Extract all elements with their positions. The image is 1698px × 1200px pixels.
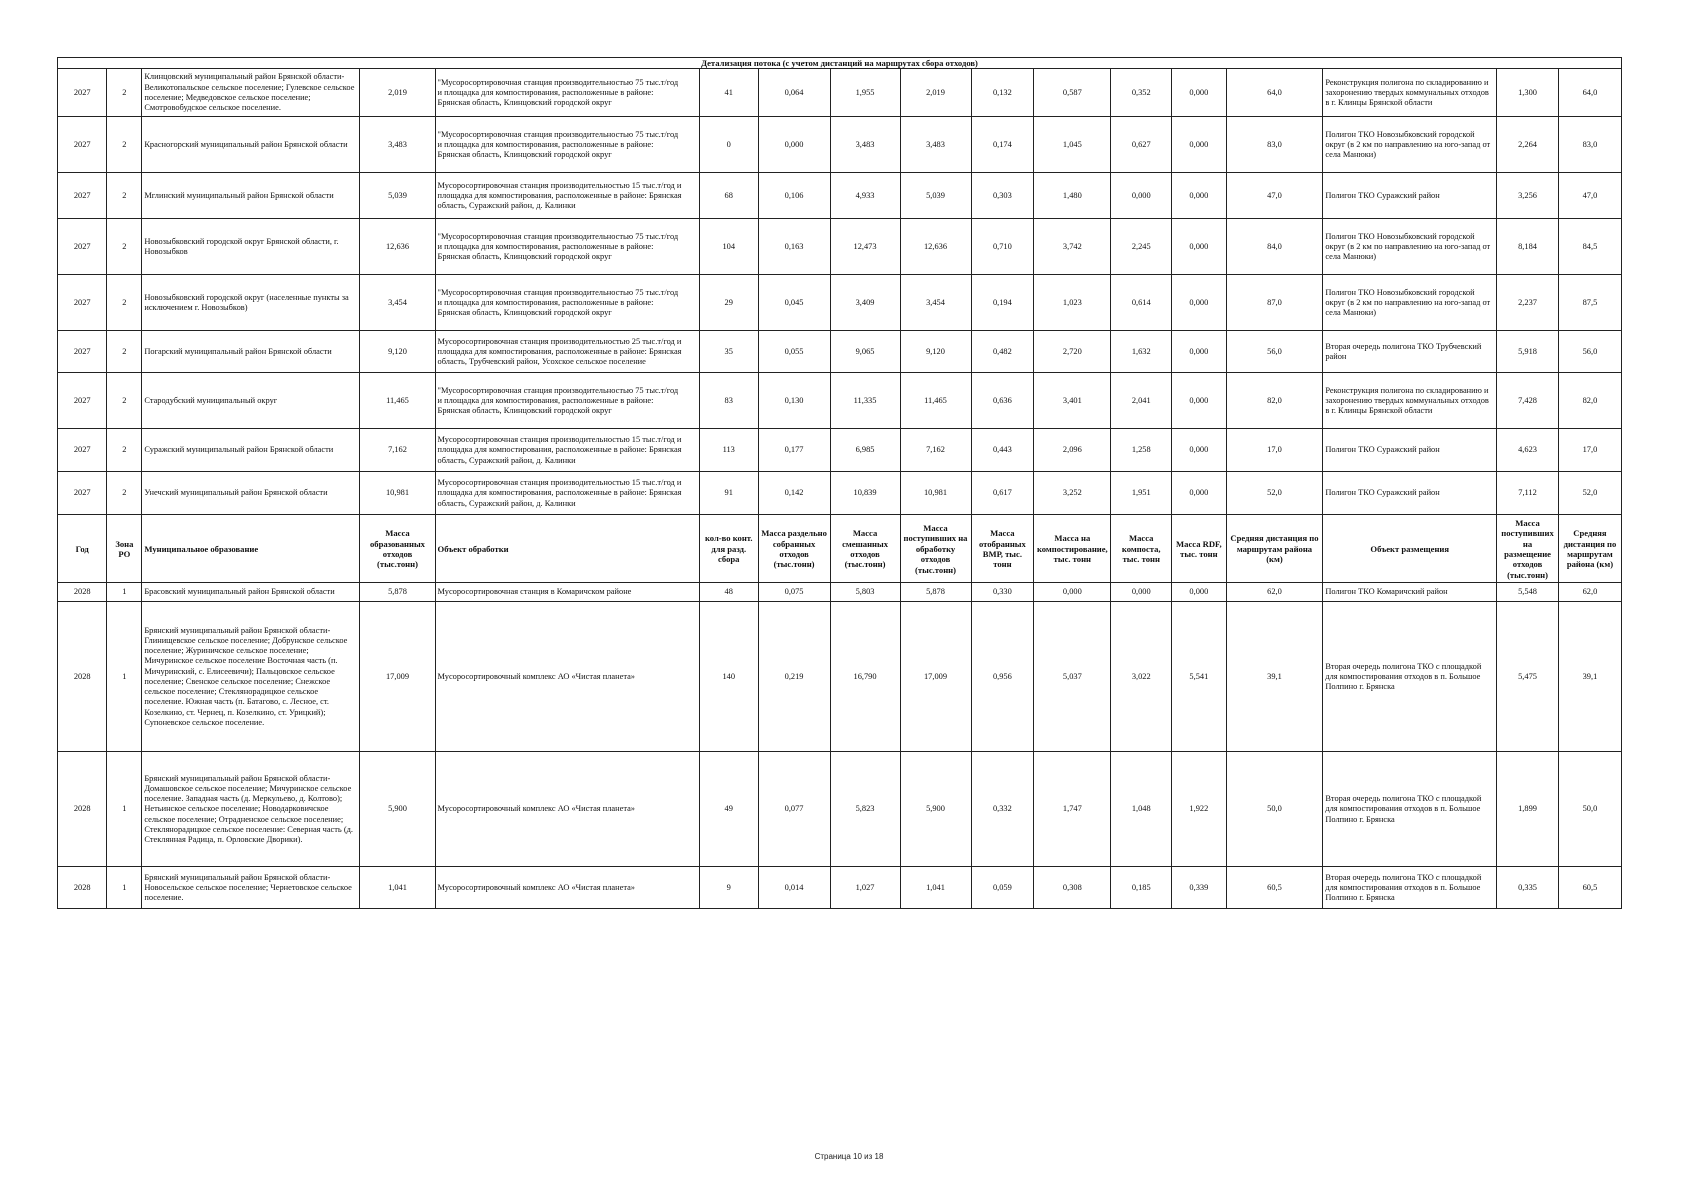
cell-mass-mixed: 12,473 [830, 219, 900, 275]
cell-mass-compost-input: 0,587 [1034, 69, 1111, 117]
cell-distance: 87,0 [1226, 275, 1323, 331]
cell-mass-separate: 0,142 [758, 472, 830, 515]
table-row [58, 602, 1622, 752]
column-header: Объект размещения [1323, 515, 1497, 583]
cell-mass-rdf: 1,922 [1172, 752, 1227, 867]
cell-distance: 50,0 [1226, 752, 1323, 867]
cell-mass-compost: 2,041 [1111, 373, 1172, 429]
cell-mass-recyclables: 0,059 [971, 867, 1034, 909]
cell-processing-facility: "Мусоросортировочная станция производительностью 75 тыс.т/год и площадка для компостирования, расположенные в районе: Брянская область, Клинцовский городской округ [435, 69, 699, 117]
header-row [58, 515, 1622, 583]
cell-mass-recyclables: 0,956 [971, 602, 1034, 752]
table-row [58, 117, 1622, 173]
column-header: Масса на компостирование, тыс. тонн [1034, 515, 1111, 583]
cell-mass-compost-input: 0,000 [1034, 583, 1111, 602]
cell-mass-recyclables: 0,174 [971, 117, 1034, 173]
column-header: Зона РО [107, 515, 142, 583]
cell-mass-compost-input: 0,308 [1034, 867, 1111, 909]
cell-mass-generated: 11,465 [360, 373, 435, 429]
cell-mass-separate: 0,077 [758, 752, 830, 867]
cell-processing-facility: Мусоросортировочная станция производительностью 15 тыс.т/год и площадка для компостирования, расположенные в районе: Брянская область, Суражский район, д. Калинки [435, 173, 699, 219]
cell-zone: 2 [107, 219, 142, 275]
cell-distance: 82,0 [1226, 373, 1323, 429]
cell-distance-disposal: 64,0 [1558, 69, 1621, 117]
cell-mass-generated: 5,878 [360, 583, 435, 602]
cell-mass-generated: 9,120 [360, 331, 435, 373]
cell-containers: 49 [699, 752, 758, 867]
column-header: Год [58, 515, 107, 583]
cell-processing-facility: Мусоросортировочная станция производительностью 15 тыс.т/год и площадка для компостирования, расположенные в районе: Брянская область, Суражский район, д. Калинки [435, 472, 699, 515]
cell-mass-compost-input: 2,096 [1034, 429, 1111, 472]
cell-zone: 1 [107, 602, 142, 752]
cell-disposal-facility: Реконструкция полигона по складированию и захоронению твердых коммунальных отходов в г. Клинцы Брянской области [1323, 69, 1497, 117]
cell-processing-facility: "Мусоросортировочная станция производительностью 75 тыс.т/год и площадка для компостирования, расположенные в районе: Брянская область, Клинцовский городской округ [435, 275, 699, 331]
cell-distance-disposal: 52,0 [1558, 472, 1621, 515]
cell-distance: 39,1 [1226, 602, 1323, 752]
cell-mass-rdf: 0,000 [1172, 331, 1227, 373]
cell-mass-disposal: 7,428 [1497, 373, 1559, 429]
cell-containers: 140 [699, 602, 758, 752]
cell-zone: 2 [107, 331, 142, 373]
cell-distance: 83,0 [1226, 117, 1323, 173]
cell-mass-recyclables: 0,330 [971, 583, 1034, 602]
cell-mass-rdf: 0,000 [1172, 373, 1227, 429]
cell-mass-generated: 10,981 [360, 472, 435, 515]
cell-mass-recyclables: 0,443 [971, 429, 1034, 472]
cell-municipality: Клинцовский муниципальный район Брянской области- Великотопальское сельское поселение; Гулевское сельское поселение; Медведовское сельское поселение; Смотровобудское сельское поселение. [142, 69, 360, 117]
cell-processing-facility: "Мусоросортировочная станция производительностью 75 тыс.т/год и площадка для компостирования, расположенные в районе: Брянская область, Клинцовский городской округ [435, 219, 699, 275]
cell-mass-processing: 7,162 [900, 429, 971, 472]
cell-mass-processing: 5,878 [900, 583, 971, 602]
cell-distance: 62,0 [1226, 583, 1323, 602]
cell-mass-compost: 1,951 [1111, 472, 1172, 515]
table-row [58, 429, 1622, 472]
cell-mass-mixed: 11,335 [830, 373, 900, 429]
cell-mass-rdf: 0,000 [1172, 173, 1227, 219]
cell-mass-compost-input: 2,720 [1034, 331, 1111, 373]
cell-mass-compost: 0,000 [1111, 173, 1172, 219]
cell-distance-disposal: 87,5 [1558, 275, 1621, 331]
table-row [58, 752, 1622, 867]
cell-disposal-facility: Полигон ТКО Новозыбковский городской округ (в 2 км по направлению на юго-запад от села Манюки) [1323, 275, 1497, 331]
cell-disposal-facility: Полигон ТКО Суражский район [1323, 472, 1497, 515]
cell-mass-disposal: 3,256 [1497, 173, 1559, 219]
cell-zone: 2 [107, 429, 142, 472]
cell-mass-processing: 10,981 [900, 472, 971, 515]
cell-distance-disposal: 17,0 [1558, 429, 1621, 472]
cell-mass-processing: 3,454 [900, 275, 971, 331]
cell-mass-recyclables: 0,303 [971, 173, 1034, 219]
cell-mass-disposal: 1,899 [1497, 752, 1559, 867]
cell-mass-recyclables: 0,482 [971, 331, 1034, 373]
waste-flow-table [57, 57, 1622, 909]
cell-mass-separate: 0,000 [758, 117, 830, 173]
cell-mass-processing: 17,009 [900, 602, 971, 752]
cell-distance: 60,5 [1226, 867, 1323, 909]
column-header: Масса RDF, тыс. тонн [1172, 515, 1227, 583]
cell-mass-separate: 0,075 [758, 583, 830, 602]
cell-distance-disposal: 47,0 [1558, 173, 1621, 219]
cell-containers: 48 [699, 583, 758, 602]
cell-disposal-facility: Полигон ТКО Комаричский район [1323, 583, 1497, 602]
cell-mass-recyclables: 0,194 [971, 275, 1034, 331]
column-header: кол-во конт. для разд. сбора [699, 515, 758, 583]
cell-mass-disposal: 0,335 [1497, 867, 1559, 909]
cell-mass-rdf: 0,000 [1172, 117, 1227, 173]
cell-mass-processing: 9,120 [900, 331, 971, 373]
cell-distance: 64,0 [1226, 69, 1323, 117]
cell-mass-disposal: 2,237 [1497, 275, 1559, 331]
cell-processing-facility: Мусоросортировочный комплекс АО «Чистая планета» [435, 602, 699, 752]
cell-zone: 2 [107, 69, 142, 117]
column-header: Масса раздельно собранных отходов (тыс.тонн) [758, 515, 830, 583]
column-header: Средняя дистанция по маршрутам района (км) [1558, 515, 1621, 583]
cell-distance-disposal: 84,5 [1558, 219, 1621, 275]
cell-containers: 113 [699, 429, 758, 472]
column-header: Муниципальное образование [142, 515, 360, 583]
table-row [58, 173, 1622, 219]
cell-municipality: Мглинский муниципальный район Брянской области [142, 173, 360, 219]
cell-distance-disposal: 50,0 [1558, 752, 1621, 867]
cell-mass-compost: 0,185 [1111, 867, 1172, 909]
cell-municipality: Стародубский муниципальный округ [142, 373, 360, 429]
cell-mass-recyclables: 0,132 [971, 69, 1034, 117]
column-header: Масса смешанных отходов (тыс.тонн) [830, 515, 900, 583]
column-header: Масса компоста, тыс. тонн [1111, 515, 1172, 583]
cell-containers: 68 [699, 173, 758, 219]
cell-mass-disposal: 5,475 [1497, 602, 1559, 752]
cell-mass-separate: 0,219 [758, 602, 830, 752]
cell-containers: 41 [699, 69, 758, 117]
table-row [58, 219, 1622, 275]
cell-mass-generated: 5,900 [360, 752, 435, 867]
cell-mass-separate: 0,045 [758, 275, 830, 331]
table-row [58, 331, 1622, 373]
cell-year: 2027 [58, 69, 107, 117]
cell-disposal-facility: Полигон ТКО Суражский район [1323, 173, 1497, 219]
cell-mass-compost: 0,627 [1111, 117, 1172, 173]
cell-zone: 2 [107, 173, 142, 219]
cell-year: 2027 [58, 472, 107, 515]
cell-mass-rdf: 0,000 [1172, 429, 1227, 472]
cell-distance: 56,0 [1226, 331, 1323, 373]
cell-mass-processing: 11,465 [900, 373, 971, 429]
cell-mass-disposal: 5,548 [1497, 583, 1559, 602]
cell-year: 2028 [58, 583, 107, 602]
cell-year: 2027 [58, 331, 107, 373]
cell-processing-facility: Мусоросортировочная станция производительностью 15 тыс.т/год и площадка для компостирования, расположенные в районе: Брянская область, Суражский район, д. Калинки [435, 429, 699, 472]
cell-mass-compost-input: 3,742 [1034, 219, 1111, 275]
cell-disposal-facility: Полигон ТКО Новозыбковский городской округ (в 2 км по направлению на юго-запад от села Манюки) [1323, 219, 1497, 275]
cell-zone: 1 [107, 867, 142, 909]
cell-mass-disposal: 4,623 [1497, 429, 1559, 472]
cell-year: 2027 [58, 173, 107, 219]
cell-year: 2027 [58, 373, 107, 429]
cell-disposal-facility: Полигон ТКО Новозыбковский городской округ (в 2 км по направлению на юго-запад от села Манюки) [1323, 117, 1497, 173]
cell-year: 2028 [58, 867, 107, 909]
cell-distance-disposal: 39,1 [1558, 602, 1621, 752]
cell-mass-separate: 0,163 [758, 219, 830, 275]
cell-mass-compost: 1,632 [1111, 331, 1172, 373]
table-row [58, 373, 1622, 429]
cell-containers: 91 [699, 472, 758, 515]
cell-zone: 2 [107, 472, 142, 515]
cell-year: 2028 [58, 602, 107, 752]
cell-mass-separate: 0,106 [758, 173, 830, 219]
cell-distance-disposal: 62,0 [1558, 583, 1621, 602]
cell-year: 2027 [58, 429, 107, 472]
cell-distance: 47,0 [1226, 173, 1323, 219]
cell-municipality: Унечский муниципальный район Брянской области [142, 472, 360, 515]
cell-mass-processing: 5,039 [900, 173, 971, 219]
cell-mass-compost: 1,048 [1111, 752, 1172, 867]
cell-mass-generated: 1,041 [360, 867, 435, 909]
cell-mass-compost-input: 1,045 [1034, 117, 1111, 173]
cell-processing-facility: Мусоросортировочный комплекс АО «Чистая планета» [435, 867, 699, 909]
cell-year: 2027 [58, 219, 107, 275]
cell-mass-mixed: 16,790 [830, 602, 900, 752]
cell-mass-mixed: 4,933 [830, 173, 900, 219]
column-header: Масса отобранных ВМР, тыс. тонн [971, 515, 1034, 583]
cell-mass-rdf: 0,000 [1172, 472, 1227, 515]
column-header: Масса поступивших на обработку отходов (тыс.тонн) [900, 515, 971, 583]
cell-mass-disposal: 5,918 [1497, 331, 1559, 373]
cell-containers: 29 [699, 275, 758, 331]
cell-distance-disposal: 82,0 [1558, 373, 1621, 429]
cell-mass-compost: 2,245 [1111, 219, 1172, 275]
cell-mass-rdf: 0,000 [1172, 275, 1227, 331]
cell-mass-rdf: 5,541 [1172, 602, 1227, 752]
table-title: Детализация потока (с учетом дистанций на маршрутах сбора отходов) [58, 58, 1622, 69]
cell-mass-compost: 3,022 [1111, 602, 1172, 752]
cell-mass-disposal: 8,184 [1497, 219, 1559, 275]
cell-mass-processing: 5,900 [900, 752, 971, 867]
cell-year: 2027 [58, 117, 107, 173]
cell-mass-disposal: 1,300 [1497, 69, 1559, 117]
column-header: Масса поступивших на размещение отходов (тыс.тонн) [1497, 515, 1559, 583]
cell-disposal-facility: Вторая очередь полигона ТКО с площадкой для компостирования отходов в п. Большое Полпино г. Брянска [1323, 867, 1497, 909]
cell-mass-mixed: 5,803 [830, 583, 900, 602]
cell-mass-recyclables: 0,332 [971, 752, 1034, 867]
cell-mass-rdf: 0,000 [1172, 219, 1227, 275]
cell-mass-compost-input: 1,023 [1034, 275, 1111, 331]
cell-processing-facility: Мусоросортировочная станция производительностью 25 тыс.т/год и площадка для компостирования, расположенные в районе: Брянская область, Трубчевский район, Усохское сельское поселение [435, 331, 699, 373]
cell-mass-processing: 1,041 [900, 867, 971, 909]
cell-mass-compost-input: 1,747 [1034, 752, 1111, 867]
cell-processing-facility: "Мусоросортировочная станция производительностью 75 тыс.т/год и площадка для компостирования, расположенные в районе: Брянская область, Клинцовский городской округ [435, 373, 699, 429]
cell-mass-compost-input: 3,401 [1034, 373, 1111, 429]
cell-zone: 2 [107, 275, 142, 331]
cell-distance: 52,0 [1226, 472, 1323, 515]
cell-mass-compost: 0,000 [1111, 583, 1172, 602]
cell-mass-generated: 7,162 [360, 429, 435, 472]
cell-mass-separate: 0,055 [758, 331, 830, 373]
cell-processing-facility: Мусоросортировочная станция в Комаричском районе [435, 583, 699, 602]
column-header: Масса образованных отходов (тыс.тонн) [360, 515, 435, 583]
cell-municipality: Новозыбковский городской округ Брянской области, г. Новозыбков [142, 219, 360, 275]
cell-mass-generated: 5,039 [360, 173, 435, 219]
cell-municipality: Красногорский муниципальный район Брянской области [142, 117, 360, 173]
cell-disposal-facility: Вторая очередь полигона ТКО Трубчевский район [1323, 331, 1497, 373]
table-row [58, 583, 1622, 602]
cell-municipality: Брянский муниципальный район Брянской области- Домашовское сельское поселение; Мичуринское сельское поселение. Западная часть (д. Меркульево, д. Колтово); Нетьинское сельское поселение; Новодарковичское сельское поселение; Отрадненское сельское поселение; Стеклянорадицкое сельское поселение: Северная часть (д. Стеклянная Радица, п. Орловские Дворики). [142, 752, 360, 867]
cell-zone: 2 [107, 373, 142, 429]
table-row [58, 867, 1622, 909]
column-header: Средняя дистанция по маршрутам района (км) [1226, 515, 1323, 583]
cell-mass-generated: 2,019 [360, 69, 435, 117]
cell-municipality: Новозыбковский городской округ (населенные пункты за исключением г. Новозыбков) [142, 275, 360, 331]
cell-mass-generated: 3,483 [360, 117, 435, 173]
cell-mass-recyclables: 0,710 [971, 219, 1034, 275]
page-number: Страница 10 из 18 [814, 1152, 884, 1161]
cell-municipality: Брянский муниципальный район Брянской области- Глинищевское сельское поселение; Добрунское сельское поселение; Журиничское сельское поселение; Мичуринское сельское поселение Восточная часть (п. Мичуринский, с. Елисеевичи); Пальцовское сельское поселение; Свенское сельское поселение; Снежское сельское поселение; Стеклянорадицкое сельское поселение. Южная часть (п. Батагово, с. Лесное, ст. Козелкино, ст. Чернец, п. Козелкино, ст. Урицкий); Супоневское сельское поселение. [142, 602, 360, 752]
cell-mass-mixed: 6,985 [830, 429, 900, 472]
cell-disposal-facility: Вторая очередь полигона ТКО с площадкой для компостирования отходов в п. Большое Полпино г. Брянска [1323, 602, 1497, 752]
cell-zone: 1 [107, 752, 142, 867]
cell-mass-mixed: 5,823 [830, 752, 900, 867]
cell-mass-separate: 0,177 [758, 429, 830, 472]
cell-municipality: Брянский муниципальный район Брянской области- Новосельское сельское поселение; Чернетовское сельское поселение. [142, 867, 360, 909]
cell-distance: 17,0 [1226, 429, 1323, 472]
cell-containers: 9 [699, 867, 758, 909]
cell-containers: 104 [699, 219, 758, 275]
cell-distance-disposal: 60,5 [1558, 867, 1621, 909]
cell-mass-compost-input: 3,252 [1034, 472, 1111, 515]
cell-year: 2028 [58, 752, 107, 867]
cell-mass-compost: 1,258 [1111, 429, 1172, 472]
cell-mass-separate: 0,014 [758, 867, 830, 909]
cell-mass-rdf: 0,339 [1172, 867, 1227, 909]
cell-mass-recyclables: 0,636 [971, 373, 1034, 429]
cell-mass-rdf: 0,000 [1172, 69, 1227, 117]
cell-mass-mixed: 3,409 [830, 275, 900, 331]
table-row [58, 69, 1622, 117]
cell-containers: 35 [699, 331, 758, 373]
cell-mass-generated: 17,009 [360, 602, 435, 752]
table-title-row [58, 58, 1622, 69]
cell-mass-mixed: 1,955 [830, 69, 900, 117]
cell-mass-mixed: 10,839 [830, 472, 900, 515]
cell-mass-processing: 3,483 [900, 117, 971, 173]
cell-processing-facility: "Мусоросортировочная станция производительностью 75 тыс.т/год и площадка для компостирования, расположенные в районе: Брянская область, Клинцовский городской округ [435, 117, 699, 173]
cell-municipality: Погарский муниципальный район Брянской области [142, 331, 360, 373]
cell-mass-mixed: 1,027 [830, 867, 900, 909]
cell-mass-disposal: 7,112 [1497, 472, 1559, 515]
cell-zone: 2 [107, 117, 142, 173]
cell-containers: 83 [699, 373, 758, 429]
cell-mass-generated: 12,636 [360, 219, 435, 275]
cell-year: 2027 [58, 275, 107, 331]
cell-containers: 0 [699, 117, 758, 173]
cell-mass-mixed: 3,483 [830, 117, 900, 173]
cell-mass-separate: 0,064 [758, 69, 830, 117]
cell-distance: 84,0 [1226, 219, 1323, 275]
cell-mass-compost: 0,352 [1111, 69, 1172, 117]
cell-mass-compost: 0,614 [1111, 275, 1172, 331]
cell-distance-disposal: 56,0 [1558, 331, 1621, 373]
cell-mass-processing: 2,019 [900, 69, 971, 117]
cell-distance-disposal: 83,0 [1558, 117, 1621, 173]
cell-mass-compost-input: 5,037 [1034, 602, 1111, 752]
cell-mass-disposal: 2,264 [1497, 117, 1559, 173]
cell-disposal-facility: Полигон ТКО Суражский район [1323, 429, 1497, 472]
cell-mass-generated: 3,454 [360, 275, 435, 331]
cell-mass-processing: 12,636 [900, 219, 971, 275]
cell-municipality: Брасовский муниципальный район Брянской области [142, 583, 360, 602]
cell-mass-separate: 0,130 [758, 373, 830, 429]
cell-disposal-facility: Реконструкция полигона по складированию и захоронению твердых коммунальных отходов в г. Клинцы Брянской области [1323, 373, 1497, 429]
cell-mass-mixed: 9,065 [830, 331, 900, 373]
cell-mass-compost-input: 1,480 [1034, 173, 1111, 219]
table-row [58, 472, 1622, 515]
cell-processing-facility: Мусоросортировочный комплекс АО «Чистая планета» [435, 752, 699, 867]
cell-zone: 1 [107, 583, 142, 602]
column-header: Объект обработки [435, 515, 699, 583]
cell-disposal-facility: Вторая очередь полигона ТКО с площадкой для компостирования отходов в п. Большое Полпино г. Брянска [1323, 752, 1497, 867]
cell-mass-recyclables: 0,617 [971, 472, 1034, 515]
cell-municipality: Суражский муниципальный район Брянской области [142, 429, 360, 472]
cell-mass-rdf: 0,000 [1172, 583, 1227, 602]
table-row [58, 275, 1622, 331]
